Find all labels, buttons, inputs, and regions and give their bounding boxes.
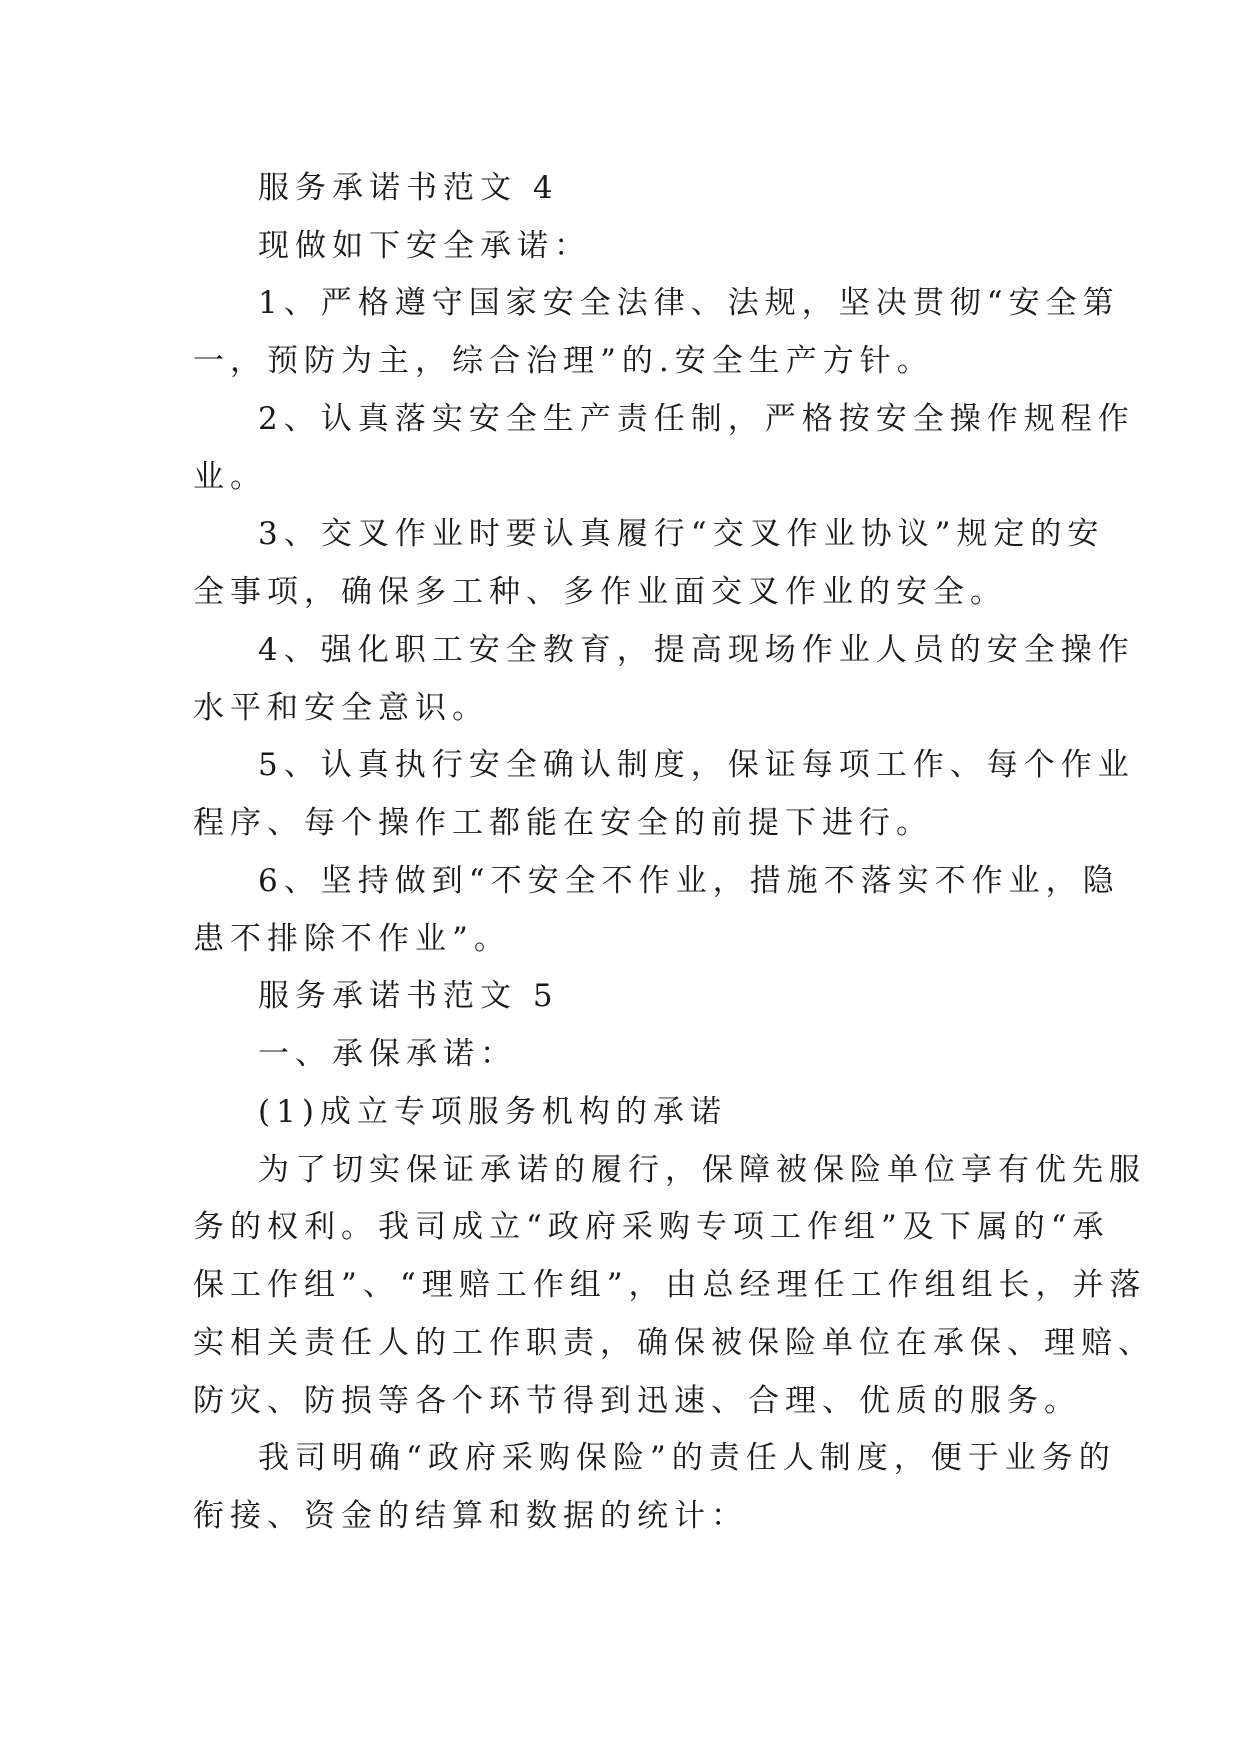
paragraph-line: 一、承保承诺： — [258, 1036, 517, 1072]
paragraph-line: 我司明确“政府采购保险”的责任人制度，便于业务的 — [258, 1440, 1116, 1476]
paragraph-line: 3、交叉作业时要认真履行“交叉作业协议”规定的安 — [258, 516, 1105, 552]
section-heading: 服务承诺书范文 4 — [258, 170, 559, 206]
paragraph-line: 全事项，确保多工种、多作业面交叉作业的安全。 — [193, 574, 1007, 610]
paragraph-line: 1、严格遵守国家安全法律、法规，坚决贯彻“安全第 — [258, 285, 1120, 321]
paragraph-line: 患不排除不作业”。 — [193, 921, 511, 957]
paragraph-line: 程序、每个操作工都能在安全的前提下进行。 — [193, 805, 933, 841]
paragraph-line: 4、强化职工安全教育，提高现场作业人员的安全操作 — [258, 632, 1135, 668]
paragraph-line: 业。 — [193, 459, 267, 495]
paragraph-line: 实相关责任人的工作职责，确保被保险单位在承保、理赔、 — [193, 1325, 1155, 1361]
paragraph-line: 现做如下安全承诺： — [258, 228, 591, 264]
paragraph-line: 为了切实保证承诺的履行，保障被保险单位享有优先服 — [258, 1152, 1146, 1188]
paragraph-line: 一，预防为主，综合治理”的.安全生产方针。 — [193, 343, 934, 379]
paragraph-line: 6、坚持做到“不安全不作业，措施不落实不作业，隐 — [258, 863, 1120, 899]
paragraph-line: 水平和安全意识。 — [193, 690, 489, 726]
paragraph-line: 务的权利。我司成立“政府采购专项工作组”及下属的“承 — [193, 1209, 1110, 1245]
paragraph-line: 防灾、防损等各个环节得到迅速、合理、优质的服务。 — [193, 1383, 1081, 1419]
paragraph-line: 2、认真落实安全生产责任制，严格按安全操作规程作 — [258, 401, 1135, 437]
paragraph-line: (1)成立专项服务机构的承诺 — [258, 1094, 727, 1130]
paragraph-line: 5、认真执行安全确认制度，保证每项工作、每个作业 — [258, 747, 1135, 783]
section-heading: 服务承诺书范文 5 — [258, 978, 559, 1014]
paragraph-line: 保工作组”、“理赔工作组”，由总经理任工作组组长，并落 — [193, 1267, 1147, 1303]
paragraph-line: 衔接、资金的结算和数据的统计： — [193, 1498, 748, 1534]
